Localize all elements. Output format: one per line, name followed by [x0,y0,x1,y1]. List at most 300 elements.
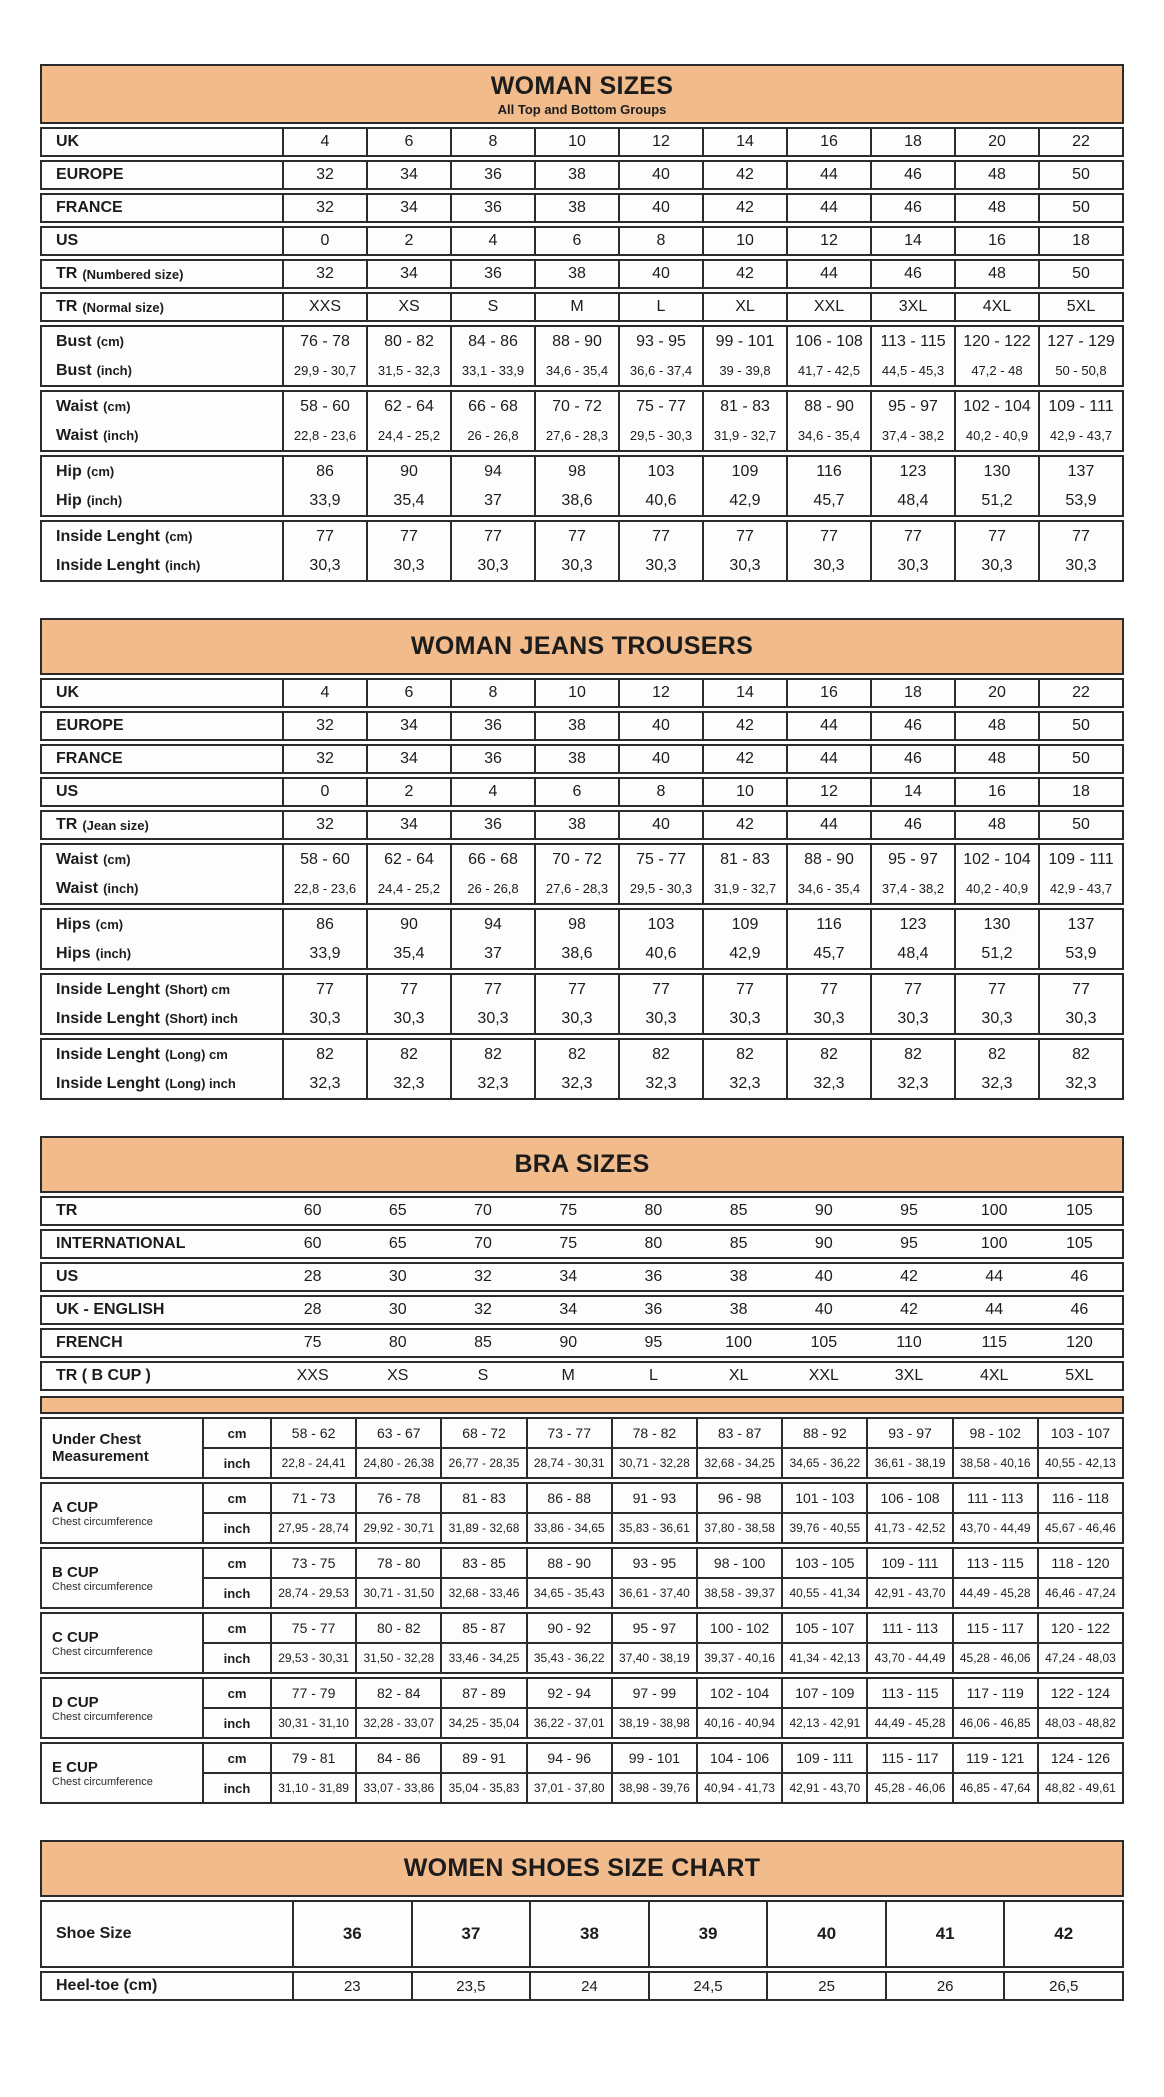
size-value-cell: 44 [786,162,870,188]
row-label: Bust (cm) [56,332,125,350]
size-value-cell: 37,40 - 38,19 [611,1644,696,1672]
size-value-cell: 99 - 101 [611,1744,696,1772]
table-row [42,1902,1122,1966]
row-label-note: (inch) [103,881,139,896]
cup-measure-row [204,1679,1122,1707]
size-value-cell: 42,9 [702,486,786,515]
size-value-cell: 42 [900,1268,918,1285]
size-value-cell: 124 - 126 [1037,1744,1122,1772]
size-value-cell: 53,9 [1038,486,1122,515]
bra-sizes-table [40,1136,1124,1804]
size-value-cell: 113 - 115 [870,327,954,356]
size-value-cell: 103 - 105 [781,1549,866,1577]
size-value-cell: 115 [981,1334,1007,1351]
size-value-cell: 90 [814,1202,833,1219]
size-value-cell: 39 [648,1902,767,1966]
size-value-cell: 36 [450,195,534,221]
size-value-cell: 38 [534,812,618,838]
size-value-cell: 16 [954,228,1038,254]
size-value-cell: 35,04 - 35,83 [440,1774,525,1802]
size-value-cell: 48 [954,713,1038,739]
size-value-cell: 6 [534,228,618,254]
table-row-group [40,127,1124,157]
row-label: Inside Lenght (Short) inch [56,1009,238,1027]
cup-measure-row [204,1419,1122,1447]
size-value-cell: 100 - 102 [696,1614,781,1642]
size-value-cell: 95 [900,1235,918,1252]
size-value-cell: 77 [618,522,702,551]
size-value-cell: 119 - 121 [952,1744,1037,1772]
size-value-cell: 65 [388,1202,407,1219]
size-value-cell: 48,03 - 48,82 [1037,1709,1122,1737]
size-value-cell: 20 [954,680,1038,706]
size-value-cell: 8 [618,228,702,254]
size-value-cell: 37 [450,486,534,515]
size-value-cell: 36 [450,261,534,287]
size-value-cell: 31,89 - 32,68 [440,1514,525,1542]
cup-rows [204,1744,1122,1802]
size-value-cell: 101 - 103 [781,1484,866,1512]
size-value-cell: 76 - 78 [355,1484,440,1512]
size-value-cell: 30,3 [282,551,366,580]
size-value-cell: 28 [303,1268,322,1285]
size-value-cell: 115 - 117 [866,1744,951,1772]
size-value-cell: 46,46 - 47,24 [1037,1579,1122,1607]
size-value-cell: 37,80 - 38,58 [696,1514,781,1542]
size-value-cell: 38 [534,162,618,188]
size-value-cell: 42,9 - 43,7 [1038,874,1122,903]
size-value-cell: 48 [954,162,1038,188]
cup-sublabel: Chest circumference [52,1710,153,1723]
size-value-cell: 40 [766,1902,885,1966]
size-value-cell: 36 [644,1268,663,1285]
size-value-cell: 77 [786,522,870,551]
row-label: US [56,1268,79,1285]
size-value-cell: 0 [282,779,366,805]
size-value-cell: 65 [388,1235,407,1252]
size-value-cell: 44,5 - 45,3 [870,356,954,385]
size-value-cell: 84 - 86 [355,1744,440,1772]
cup-measure-row [204,1614,1122,1642]
size-value-cell: 94 [450,910,534,939]
row-label: FRANCE [56,199,123,216]
table-row-group [40,843,1124,905]
size-value-cell: 42,9 [702,939,786,968]
size-value-cell: 51,2 [954,486,1038,515]
size-value-cell: 42 [702,162,786,188]
size-value-cell: 105 [810,1334,838,1351]
size-value-cell: 77 [282,522,366,551]
size-value-cell: 30,3 [786,1004,870,1033]
size-value-cell: 30,3 [618,1004,702,1033]
size-value-cell: 14 [870,228,954,254]
size-value-cell: 98 [534,910,618,939]
size-value-cell: 3XL [894,1367,924,1384]
cup-label [42,1744,204,1802]
cup-label [42,1549,204,1607]
size-value-cell: 77 [702,522,786,551]
size-value-cell: 33,1 - 33,9 [450,356,534,385]
size-value-cell: 84 - 86 [450,327,534,356]
row-label-note: (cm) [95,917,124,932]
table-row-group [40,810,1124,840]
size-value-cell: 62 - 64 [366,392,450,421]
size-value-cell: 120 [1066,1334,1093,1351]
size-value-cell: 36 [292,1902,411,1966]
size-value-cell: 48,82 - 49,61 [1037,1774,1122,1802]
size-value-cell: 66 - 68 [450,392,534,421]
cup-label [42,1419,204,1477]
size-value-cell: 26 [885,1973,1004,1999]
table-row [42,261,1122,287]
size-value-cell: 90 [559,1334,578,1351]
size-value-cell: 42,91 - 43,70 [781,1774,866,1802]
cup-row-group [40,1417,1124,1479]
size-value-cell: 26,77 - 28,35 [440,1449,525,1477]
size-value-cell: 38 [729,1268,748,1285]
size-value-cell: 30,3 [870,551,954,580]
cup-name: Under Chest Measurement [52,1431,149,1465]
size-value-cell: 75 - 77 [618,845,702,874]
size-value-cell: XL [728,1367,749,1384]
size-value-cell: 46 [870,162,954,188]
size-value-cell: 78 - 80 [355,1549,440,1577]
size-value-cell: 33,46 - 34,25 [440,1644,525,1672]
row-label-note: (Numbered size) [82,266,184,282]
size-value-cell: 48 [954,812,1038,838]
cup-measure-row [204,1577,1122,1607]
size-value-cell: 12 [786,228,870,254]
table-row [42,457,1122,486]
cup-name: C CUP [52,1628,99,1646]
size-value-cell: 22,8 - 24,41 [270,1449,355,1477]
size-value-cell: 137 [1038,457,1122,486]
table-row [42,129,1122,155]
accent-divider-strip [40,1396,1124,1414]
size-value-cell: 34 [559,1268,578,1285]
size-value-cell: 32 [282,195,366,221]
size-value-cell: 30,3 [786,551,870,580]
size-value-cell: 75 [559,1202,578,1219]
cup-name: A CUP [52,1498,99,1516]
row-label-note: (inch) [103,428,139,443]
size-value-cell: 83 - 85 [440,1549,525,1577]
size-value-cell: 103 - 107 [1037,1419,1122,1447]
size-value-cell: 130 [954,910,1038,939]
table-row-group [40,973,1124,1035]
size-value-cell: 46 [870,713,954,739]
size-value-cell: 34 [366,746,450,772]
size-value-cell: 36 [450,746,534,772]
size-value-cell: 44 [786,261,870,287]
size-value-cell: M [561,1367,575,1384]
size-value-cell: 98 - 100 [696,1549,781,1577]
table-row [42,162,1122,188]
cup-rows [204,1614,1122,1672]
size-value-cell: 103 [618,457,702,486]
size-value-cell: 79 - 81 [270,1744,355,1772]
size-value-cell: 4 [450,228,534,254]
size-value-cell: 105 [1066,1202,1093,1219]
size-value-cell: 106 - 108 [786,327,870,356]
size-value-cell: 122 - 124 [1037,1679,1122,1707]
size-value-cell: 36 [450,812,534,838]
size-value-cell: 86 [282,910,366,939]
size-value-cell: 73 - 75 [270,1549,355,1577]
size-value-cell: 16 [786,129,870,155]
size-value-cell: 47,24 - 48,03 [1037,1644,1122,1672]
size-value-cell: 40 [618,261,702,287]
size-value-cell: 10 [702,779,786,805]
size-value-cell: 30,3 [1038,1004,1122,1033]
row-label: UK - ENGLISH [56,1301,165,1318]
size-value-cell: 4XL [954,294,1038,320]
row-label: FRANCE [56,750,123,767]
size-value-cell: 70 [474,1202,492,1219]
size-value-cell: 48,4 [870,939,954,968]
size-value-cell: 32,3 [534,1069,618,1098]
size-value-cell: 40 [618,195,702,221]
size-value-cell: 6 [534,779,618,805]
row-label: Inside Lenght (cm) [56,527,193,545]
size-value-cell: 37 [411,1902,530,1966]
unit-label: inch [223,1585,251,1601]
row-label: EUROPE [56,166,124,183]
size-value-cell: 42 [702,713,786,739]
size-value-cell: 82 [534,1040,618,1069]
size-value-cell: 27,6 - 28,3 [534,421,618,450]
size-value-cell: 34,6 - 35,4 [786,874,870,903]
cup-measure-row [204,1512,1122,1542]
table-row-group [40,193,1124,223]
women-shoes-rows [40,1900,1124,2001]
size-value-cell: 45,28 - 46,06 [866,1774,951,1802]
size-value-cell: 35,4 [366,486,450,515]
size-value-cell: 30,3 [618,551,702,580]
size-value-cell: 10 [534,680,618,706]
row-label: Inside Lenght (Long) cm [56,1045,228,1063]
size-value-cell: 77 [702,975,786,1004]
size-value-cell: 77 [870,975,954,1004]
size-value-cell: 38,6 [534,486,618,515]
size-value-cell: 8 [450,680,534,706]
table-row [42,1363,1122,1389]
size-value-cell: 80 [644,1235,663,1252]
size-value-cell: 32 [474,1268,492,1285]
size-value-cell: 42 [702,261,786,287]
size-value-cell: 46 [870,195,954,221]
size-value-cell: 38,19 - 38,98 [611,1709,696,1737]
size-value-cell: 98 - 102 [952,1419,1037,1447]
size-value-cell: 32 [282,713,366,739]
size-value-cell: 40 [618,812,702,838]
size-value-cell: 30,71 - 31,50 [355,1579,440,1607]
size-value-cell: 44,49 - 45,28 [866,1709,951,1737]
size-value-cell: 82 [282,1040,366,1069]
cup-rows [204,1679,1122,1737]
size-value-cell: 111 - 113 [866,1614,951,1642]
table-row-group [40,1229,1124,1259]
cup-name: D CUP [52,1693,99,1711]
cup-measure-row [204,1772,1122,1802]
size-value-cell: 38 [534,713,618,739]
size-value-cell: 4 [282,129,366,155]
size-value-cell: 23,5 [411,1973,530,1999]
table-row-group [40,908,1124,970]
size-value-cell: S [477,1367,489,1384]
size-value-cell: 26,5 [1003,1973,1122,1999]
cup-sublabel: Chest circumference [52,1645,153,1658]
size-value-cell: 4 [282,680,366,706]
size-value-cell: 97 - 99 [611,1679,696,1707]
table-row-group [40,259,1124,289]
size-value-cell: 117 - 119 [952,1679,1037,1707]
table-row [42,713,1122,739]
size-value-cell: 42 [702,195,786,221]
size-value-cell: 30,3 [534,1004,618,1033]
cup-label [42,1484,204,1542]
size-value-cell: 107 - 109 [781,1679,866,1707]
size-value-cell: 22,8 - 23,6 [282,874,366,903]
size-value-cell: 30,71 - 32,28 [611,1449,696,1477]
size-value-cell: 44 [786,812,870,838]
size-value-cell: 77 [870,522,954,551]
row-label: Hips (inch) [56,944,132,962]
size-value-cell: 44 [786,713,870,739]
row-label-note: (Long) cm [165,1047,228,1062]
size-value-cell: 91 - 93 [611,1484,696,1512]
size-value-cell: 40 [814,1268,833,1285]
size-value-cell: 46 [870,261,954,287]
size-value-cell: 31,50 - 32,28 [355,1644,440,1672]
size-value-cell: 111 - 113 [952,1484,1037,1512]
size-value-cell: 34,6 - 35,4 [786,421,870,450]
size-value-cell: 95 - 97 [870,845,954,874]
size-value-cell: 118 - 120 [1037,1549,1122,1577]
size-value-cell: 32,3 [366,1069,450,1098]
size-value-cell: 40,2 - 40,9 [954,421,1038,450]
size-value-cell: 40 [814,1301,833,1318]
table-row [42,1330,1122,1356]
size-value-cell: 77 [366,522,450,551]
woman-jeans-table [40,618,1124,1100]
cup-measure-row [204,1549,1122,1577]
size-value-cell: 26 - 26,8 [450,874,534,903]
table-row-group [40,1900,1124,1968]
row-label: FRENCH [56,1334,123,1351]
size-value-cell: 81 - 83 [702,845,786,874]
size-value-cell: 36,61 - 37,40 [611,1579,696,1607]
row-label-note: (cm) [86,464,115,479]
table-row [42,845,1122,874]
row-label-note: (cm) [165,529,193,544]
table-row-group [40,390,1124,452]
size-value-cell: XXL [808,1367,839,1384]
size-value-cell: 30,3 [702,1004,786,1033]
size-value-cell: 12 [618,680,702,706]
size-value-cell: 34,65 - 36,22 [781,1449,866,1477]
size-value-cell: 36,61 - 38,19 [866,1449,951,1477]
table-row-group [40,1971,1124,2001]
size-value-cell: 85 - 87 [440,1614,525,1642]
size-value-cell: 40,55 - 42,13 [1037,1449,1122,1477]
size-value-cell: 85 [729,1235,748,1252]
size-value-cell: 24,4 - 25,2 [366,874,450,903]
size-value-cell: 95 [644,1334,663,1351]
size-value-cell: 58 - 60 [282,392,366,421]
size-value-cell: 45,67 - 46,46 [1037,1514,1122,1542]
size-value-cell: 30,3 [450,551,534,580]
size-value-cell: 85 [474,1334,492,1351]
size-value-cell: 30,3 [1038,551,1122,580]
size-value-cell: 44,49 - 45,28 [952,1579,1037,1607]
size-value-cell: 77 [1038,975,1122,1004]
size-value-cell: 47,2 - 48 [954,356,1038,385]
size-value-cell: 87 - 89 [440,1679,525,1707]
size-value-cell: 77 - 79 [270,1679,355,1707]
table-row [42,874,1122,903]
cup-measure-row [204,1744,1122,1772]
size-value-cell: 32,68 - 33,46 [440,1579,525,1607]
size-value-cell: 34 [366,195,450,221]
size-value-cell: 43,70 - 44,49 [866,1644,951,1672]
size-value-cell: 109 - 111 [866,1549,951,1577]
size-value-cell: 23 [292,1973,411,1999]
size-value-cell: 16 [954,779,1038,805]
size-value-cell: 113 - 115 [866,1679,951,1707]
size-value-cell: 75 - 77 [270,1614,355,1642]
size-value-cell: 32,3 [1038,1069,1122,1098]
size-value-cell: XL [702,294,786,320]
size-value-cell: 30,3 [870,1004,954,1033]
size-value-cell: 30,3 [282,1004,366,1033]
row-label-note: (Short) cm [165,982,230,997]
size-value-cell: 32,3 [870,1069,954,1098]
row-label: UK [56,684,80,701]
size-value-cell: 37,01 - 37,80 [526,1774,611,1802]
size-value-cell: 66 - 68 [450,845,534,874]
size-value-cell: 30,3 [702,551,786,580]
size-value-cell: 102 - 104 [954,392,1038,421]
cup-name: B CUP [52,1563,99,1581]
row-label-note: (inch) [95,946,132,961]
size-value-cell: 12 [618,129,702,155]
size-value-cell: 8 [450,129,534,155]
size-value-cell: 50 [1038,812,1122,838]
size-value-cell: M [534,294,618,320]
cup-row-group [40,1677,1124,1739]
row-label: Inside Lenght (Long) inch [56,1074,236,1092]
size-value-cell: 37,4 - 38,2 [870,421,954,450]
cup-label [42,1679,204,1737]
size-value-cell: 33,9 [282,939,366,968]
size-value-cell: 5XL [1038,294,1122,320]
size-value-cell: 38 [534,746,618,772]
woman-sizes-header [40,64,1124,124]
size-value-cell: 44 [786,195,870,221]
table-row-group [40,1196,1124,1226]
size-value-cell: 38,58 - 39,37 [696,1579,781,1607]
size-value-cell: 39,37 - 40,16 [696,1644,781,1672]
size-value-cell: 82 [618,1040,702,1069]
row-label: TR (Jean size) [56,816,149,833]
size-value-cell: 123 [870,457,954,486]
size-value-cell: 32 [474,1301,492,1318]
size-value-cell: 36 [644,1301,663,1318]
size-value-cell: 106 - 108 [866,1484,951,1512]
size-value-cell: 26 - 26,8 [450,421,534,450]
size-value-cell: 34 [366,261,450,287]
